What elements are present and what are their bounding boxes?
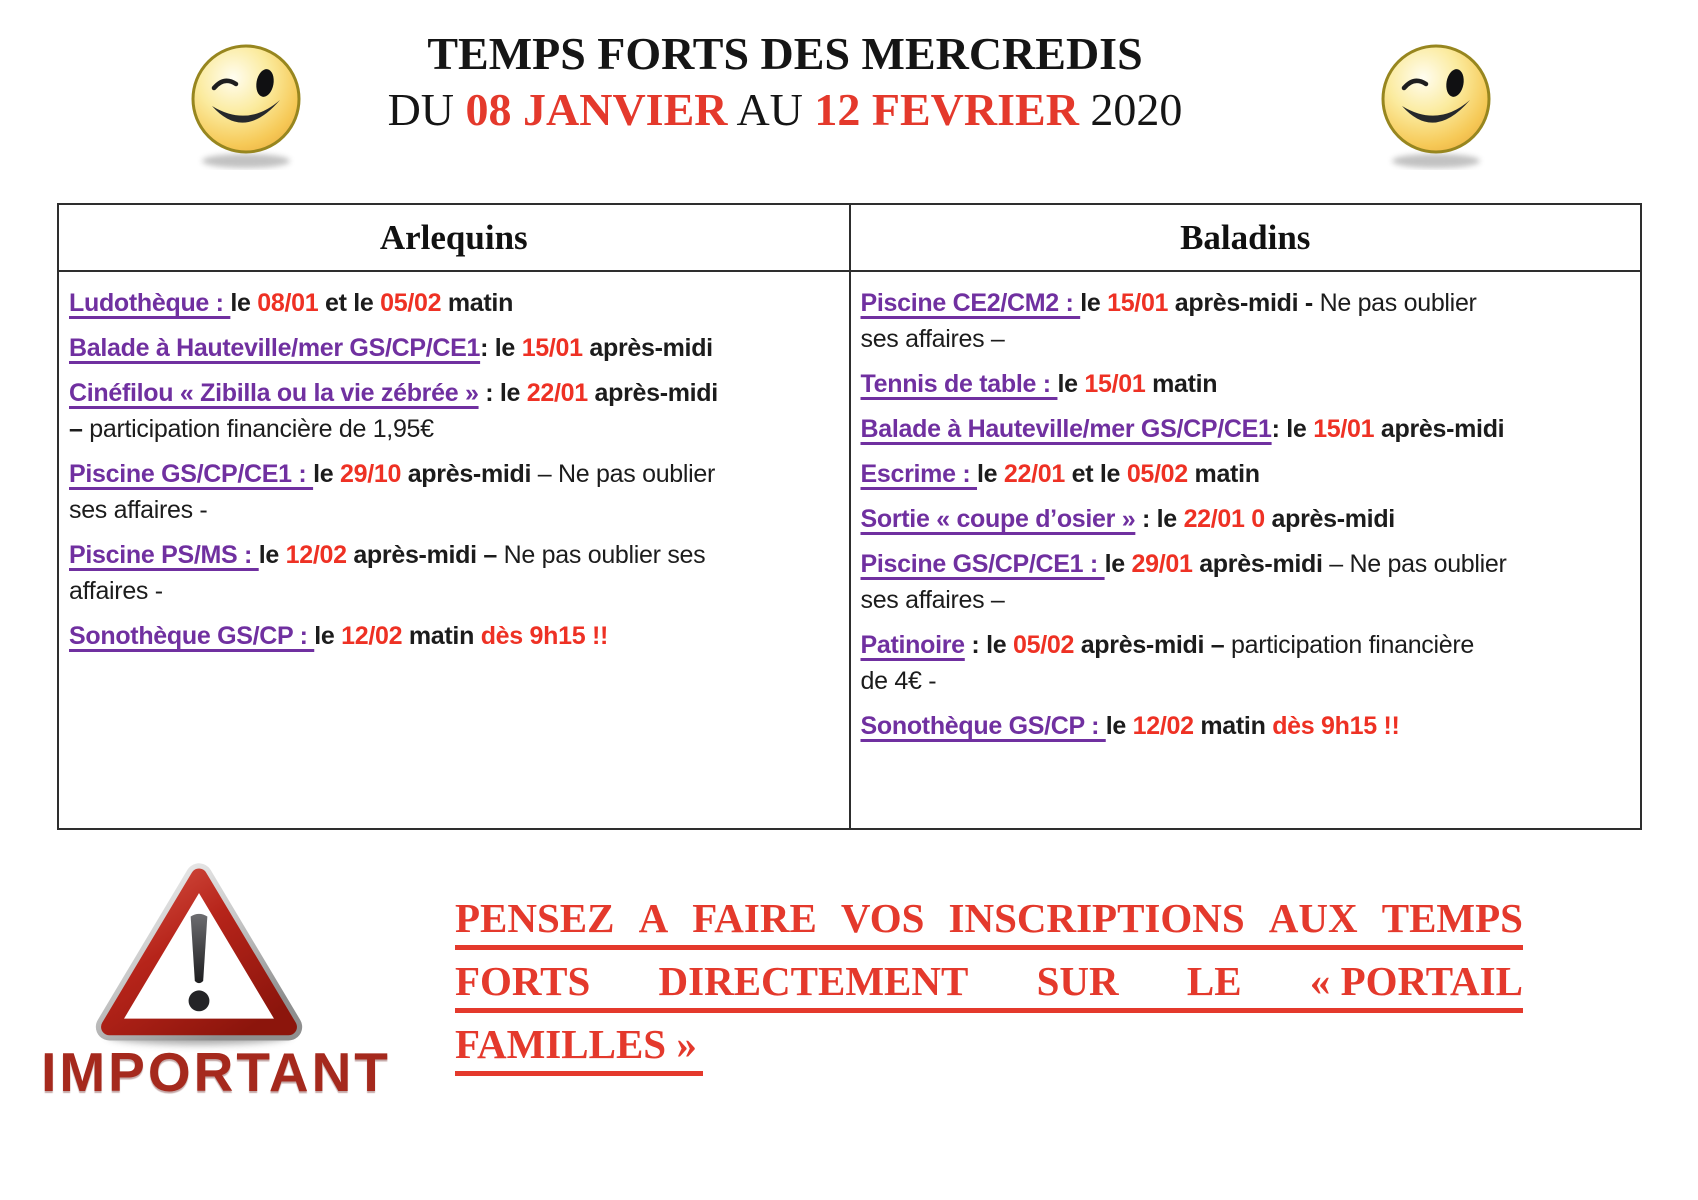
text-segment: – xyxy=(69,415,90,443)
text-segment: AU xyxy=(727,84,815,135)
activity-line xyxy=(861,708,1629,744)
text-segment: Ne pas oublier ses xyxy=(503,541,706,569)
text-segment: après-midi – xyxy=(346,541,504,569)
text-segment: 08/01 xyxy=(257,289,319,317)
text-segment: de 4€ - xyxy=(860,667,937,695)
text-segment: ses affaires – xyxy=(860,586,1005,614)
text-segment: 05/02 xyxy=(380,289,442,317)
activity-name: Cinéfilou « Zibilla ou la vie zébrée » xyxy=(69,379,479,407)
text-segment: 15/01 xyxy=(1084,370,1146,398)
activity-item xyxy=(69,285,837,321)
text-segment: – Ne pas oublier xyxy=(531,460,716,488)
text-segment: participation financière xyxy=(1231,631,1474,659)
activity-line xyxy=(69,375,837,411)
activity-name: Piscine GS/CP/CE1 : xyxy=(860,550,1105,578)
text-segment: le xyxy=(1080,289,1108,317)
activity-line xyxy=(69,573,837,609)
activity-item xyxy=(69,618,837,654)
activity-item xyxy=(861,456,1629,492)
text-segment: 15/01 xyxy=(1107,289,1169,317)
text-segment: 2020 xyxy=(1078,84,1183,135)
warning-triangle-icon xyxy=(92,856,306,1054)
text-segment: le xyxy=(314,622,342,650)
text-segment: ses affaires - xyxy=(69,496,208,524)
notice-word: « PORTAIL xyxy=(1309,958,1523,1004)
text-segment: et le xyxy=(1064,460,1127,488)
text-segment: le xyxy=(1104,550,1132,578)
text-segment: : le xyxy=(1135,505,1184,533)
text-segment: après-midi xyxy=(401,460,532,488)
text-segment: après-midi xyxy=(1374,415,1505,443)
activity-line xyxy=(69,537,837,573)
schedule-table xyxy=(57,203,1642,830)
activity-line xyxy=(861,285,1629,321)
text-segment: 29/01 xyxy=(1131,550,1193,578)
activity-line xyxy=(861,321,1629,357)
text-segment: dès 9h15 !! xyxy=(1272,712,1400,740)
text-segment: matin xyxy=(1145,370,1218,398)
notice-word: DIRECTEMENT xyxy=(658,958,969,1004)
page-title xyxy=(0,26,1570,138)
notice-word: FORTS xyxy=(455,958,591,1004)
text-segment: après-midi – xyxy=(1074,631,1232,659)
inscription-notice xyxy=(455,893,1523,1076)
notice-word: INSCRIPTIONS xyxy=(948,895,1245,941)
text-segment: DU xyxy=(387,84,466,135)
text-segment: matin xyxy=(1187,460,1260,488)
header-cell-arlequins: Arlequins xyxy=(59,205,851,270)
notice-word: SUR xyxy=(1036,958,1119,1004)
table-body-row xyxy=(59,272,1640,828)
column-baladins xyxy=(851,272,1641,828)
activity-line xyxy=(69,411,837,447)
activity-name: Tennis de table : xyxy=(860,370,1058,398)
activity-line xyxy=(861,663,1629,699)
text-segment: 22/01 xyxy=(526,379,588,407)
activity-line xyxy=(861,411,1629,447)
activity-name: Balade à Hauteville/mer GS/CP/CE1 xyxy=(860,415,1272,443)
text-segment: après-midi - xyxy=(1168,289,1320,317)
notice-word: PENSEZ xyxy=(455,895,615,941)
activity-name: Piscine GS/CP/CE1 : xyxy=(69,460,314,488)
activity-item xyxy=(861,285,1629,357)
activity-item xyxy=(861,546,1629,618)
winking-smiley-icon xyxy=(1376,40,1496,170)
text-segment: le xyxy=(1057,370,1085,398)
text-segment: le xyxy=(1105,712,1133,740)
text-segment: 29/10 xyxy=(340,460,402,488)
notice-line xyxy=(455,1019,1523,1076)
text-segment: : le xyxy=(480,334,522,362)
text-segment: le xyxy=(258,541,286,569)
text-segment: 12/02 xyxy=(285,541,347,569)
activity-name: Escrime : xyxy=(860,460,978,488)
activity-name: Sonothèque GS/CP : xyxy=(69,622,315,650)
text-segment: et le xyxy=(318,289,381,317)
column-arlequins xyxy=(59,272,851,828)
text-segment: après-midi xyxy=(582,334,713,362)
notice-word: VOS xyxy=(840,895,925,941)
text-segment: : le xyxy=(964,631,1013,659)
activity-line xyxy=(861,582,1629,618)
title-line2 xyxy=(0,82,1570,138)
text-segment: 15/01 xyxy=(521,334,583,362)
text-segment: matin xyxy=(441,289,514,317)
activity-name: Piscine CE2/CM2 : xyxy=(860,289,1081,317)
text-segment: 05/02 xyxy=(1126,460,1188,488)
text-segment: 12 FEVRIER xyxy=(814,84,1079,135)
notice-line xyxy=(455,893,1523,950)
activity-line xyxy=(69,330,837,366)
activity-line xyxy=(861,366,1629,402)
activity-line xyxy=(69,492,837,528)
activity-item xyxy=(69,330,837,366)
text-segment: le xyxy=(230,289,258,317)
text-segment: 05/02 xyxy=(1013,631,1075,659)
notice-word: FAMILLES » xyxy=(455,1019,703,1076)
table-header-row xyxy=(59,205,1640,272)
text-segment: : le xyxy=(478,379,527,407)
text-segment: le xyxy=(313,460,340,488)
activity-item xyxy=(861,627,1629,699)
text-segment: affaires - xyxy=(69,577,163,605)
text-segment: après-midi xyxy=(1264,505,1395,533)
notice-word: AUX xyxy=(1268,895,1358,941)
text-segment: 12/02 xyxy=(1132,712,1194,740)
activity-line xyxy=(69,456,837,492)
notice-line xyxy=(455,956,1523,1013)
activity-item xyxy=(861,411,1629,447)
activity-line xyxy=(861,456,1629,492)
text-segment: le xyxy=(977,460,1004,488)
text-segment: 12/02 xyxy=(341,622,403,650)
activity-name: Patinoire xyxy=(860,631,965,659)
text-segment: matin xyxy=(402,622,481,650)
text-segment: après-midi xyxy=(1192,550,1323,578)
title-line1: TEMPS FORTS DES MERCREDIS xyxy=(427,28,1143,79)
header-cell-baladins: Baladins xyxy=(1180,217,1311,257)
activity-name: Balade à Hauteville/mer GS/CP/CE1 xyxy=(69,334,481,362)
activity-line xyxy=(861,546,1629,582)
text-segment: 22/01 0 xyxy=(1183,505,1265,533)
text-segment: 22/01 xyxy=(1003,460,1065,488)
text-segment: 15/01 xyxy=(1313,415,1375,443)
activity-name: Sortie « coupe d’osier » xyxy=(860,505,1136,533)
activity-item xyxy=(861,708,1629,744)
text-segment: participation financière de 1,95€ xyxy=(89,415,434,443)
activity-line xyxy=(861,627,1629,663)
text-segment: 08 JANVIER xyxy=(465,84,728,135)
text-segment: Ne pas oublier xyxy=(1319,289,1477,317)
activity-item xyxy=(69,375,837,447)
text-segment: dès 9h15 !! xyxy=(480,622,608,650)
activity-name: Ludothèque : xyxy=(69,289,231,317)
text-segment: matin xyxy=(1193,712,1273,740)
text-segment: après-midi xyxy=(587,379,718,407)
activity-item xyxy=(69,456,837,528)
notice-word: LE xyxy=(1186,958,1242,1004)
text-segment: – Ne pas oublier xyxy=(1322,550,1507,578)
notice-word: TEMPS xyxy=(1381,895,1523,941)
activity-name: Sonothèque GS/CP : xyxy=(860,712,1106,740)
activity-line xyxy=(861,501,1629,537)
notice-word: A xyxy=(638,895,669,941)
activity-name: Piscine PS/MS : xyxy=(69,541,259,569)
activity-item xyxy=(69,537,837,609)
activity-line xyxy=(69,618,837,654)
activity-line xyxy=(69,285,837,321)
notice-word: FAIRE xyxy=(692,895,817,941)
activity-item xyxy=(861,501,1629,537)
important-label: IMPORTANT xyxy=(41,1041,391,1103)
activity-item xyxy=(861,366,1629,402)
text-segment: ses affaires – xyxy=(860,325,1005,353)
text-segment: : le xyxy=(1271,415,1314,443)
